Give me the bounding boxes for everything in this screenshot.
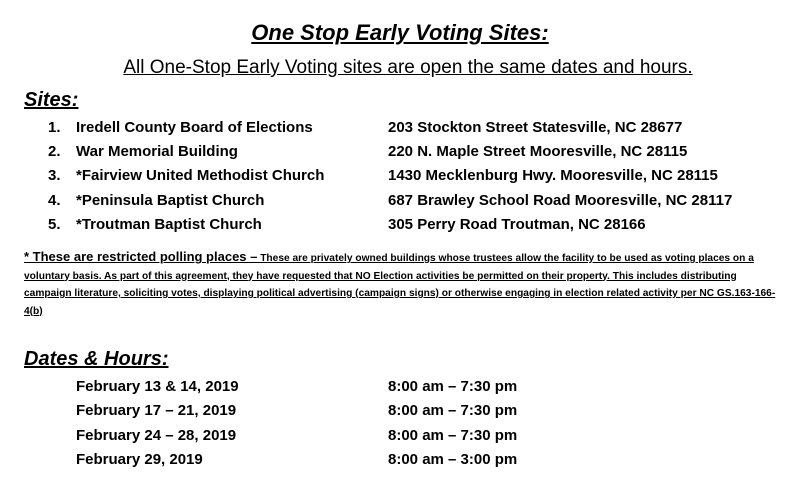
hours-time: 8:00 am – 3:00 pm	[388, 450, 518, 468]
hours-list	[0, 378, 800, 475]
restricted-note-body: These are privately owned buildings whose trustees allow the facility to be used as voting places on a voluntary basis. As part of this agreement, they have requested that NO Election activities be permitted on their property. This includes distributing campaign literature, soliciting votes, displaying political advertising (campaign signs) or otherwise engaging in election related activity per NC GS.163-166-4(b)	[24, 253, 776, 317]
site-list	[0, 119, 800, 240]
site-address: 220 N. Maple Street Mooresville, NC 28115	[388, 143, 688, 161]
site-number: 2.	[48, 143, 61, 161]
sites-heading: Sites:	[24, 89, 79, 111]
site-number: 5.	[48, 215, 61, 233]
hours-date: February 17 – 21, 2019	[76, 402, 237, 420]
page-subtitle: All One-Stop Early Voting sites are open the same dates and hours.	[123, 57, 693, 78]
site-name: *Fairview United Methodist Church	[76, 167, 325, 185]
site-name: *Troutman Baptist Church	[76, 215, 262, 233]
site-name: Iredell County Board of Elections	[76, 119, 313, 136]
site-address: 687 Brawley School Road Mooresville, NC 28117	[388, 191, 733, 209]
hours-item	[0, 427, 800, 451]
site-item	[0, 143, 800, 167]
hours-time: 8:00 am – 7:30 pm	[388, 402, 518, 420]
hours-date: February 13 & 14, 2019	[76, 378, 239, 395]
hours-item	[0, 402, 800, 426]
site-item	[0, 216, 800, 240]
site-item	[0, 119, 800, 143]
hours-date: February 29, 2019	[76, 450, 203, 468]
site-item	[0, 192, 800, 216]
page-title: One Stop Early Voting Sites:	[251, 20, 549, 45]
hours-time: 8:00 am – 7:30 pm	[388, 378, 518, 395]
site-number: 1.	[48, 119, 61, 136]
site-address: 1430 Mecklenburg Hwy. Mooresville, NC 28115	[388, 167, 718, 185]
site-name: *Peninsula Baptist Church	[76, 191, 265, 209]
site-number: 3.	[48, 167, 61, 185]
hours-time: 8:00 am – 7:30 pm	[388, 426, 518, 444]
site-address: 203 Stockton Street Statesville, NC 28677	[388, 119, 683, 136]
site-address: 305 Perry Road Troutman, NC 28166	[388, 215, 646, 233]
restricted-polling-note	[24, 248, 784, 320]
site-name: War Memorial Building	[76, 143, 238, 161]
site-item	[0, 167, 800, 191]
hours-item	[0, 451, 800, 475]
dates-hours-heading: Dates & Hours:	[24, 348, 169, 370]
restricted-note-lead: * These are restricted polling places –	[24, 249, 258, 264]
hours-item	[0, 378, 800, 402]
site-number: 4.	[48, 191, 61, 209]
hours-date: February 24 – 28, 2019	[76, 426, 237, 444]
